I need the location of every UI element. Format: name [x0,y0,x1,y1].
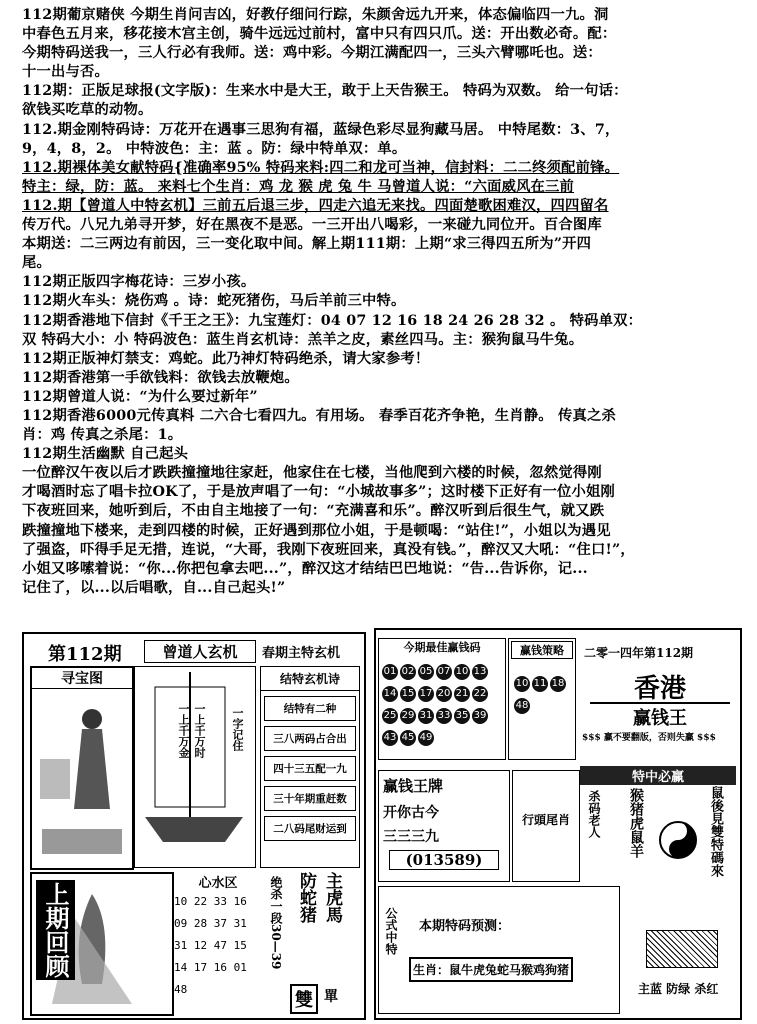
text-line: 十一出与否。 [22,64,109,81]
text-line: 112期曾道人说：“为什么要过新年” [22,388,258,405]
xinshui-title: 心水区 [198,876,238,891]
xinshui-box [174,872,262,1012]
lotto-ball: 20 [436,686,452,702]
ship-box [134,666,256,868]
nums-paren: (013589) [389,850,499,870]
text-line: 112.期裸体美女献特码{准确率95% 特码来料:四二和龙可当神，信封料：二二终须配前锋。 [22,159,620,176]
text-line: 112期生活幽默 自己起头 [22,446,189,463]
left-panel-title: 第112期 [48,644,122,665]
lotto-ball: 15 [400,686,416,702]
zhongbiying-strip: 特中必赢 [580,766,736,785]
lotto-ball: 49 [418,730,434,746]
dan-text: 單 [324,989,338,1005]
ship-text: 一字记住 [231,707,244,751]
condition-item: 四十三五配一九 [264,756,356,781]
san-text: 三三三九 [383,829,439,845]
fangshe-text: 防蛇猪 [296,872,316,923]
left-panel [22,632,366,1020]
text-line: 了强盗，吓得手足无措，连说，“大哥，我刚下夜班回来，真没有钱。”，醉汉又大吼：“住口!”， [22,541,635,558]
text-line: 112期正版神灯禁支：鸡蛇。此乃神灯特码绝杀，请大家参考！ [22,350,430,367]
win-strategy-title: 赢钱策略 [511,641,573,659]
condition-item: 二八码尾财运到 [264,816,356,841]
shu-text: 鼠後見雙特碼來 [708,786,723,877]
win-king-box [378,770,510,882]
review-label: 上期回顾 [36,880,75,980]
lotto-ball: 02 [400,664,416,680]
text-line: 112期香港地下信封《千王之王》：九宝莲灯：04 07 12 16 18 24 26 28 32 。 特码单双： [22,312,643,329]
text-line: 112.期金刚特码诗：万花开在遇事三思狗有福，蓝绿色彩尽显狗藏马居。 中特尾数：3、7， [22,121,620,138]
lotto-ball: 13 [472,664,488,680]
text-line: 112期火车头：烧伤鸡 。诗：蛇死猪伤，马后羊前三中特。 [22,293,406,310]
text-line: 记住了，以...以后唱歌，自...自己起头!” [22,579,286,596]
win-ball: 48 [514,698,530,714]
left-panel-banner: 曾道人玄机 [144,640,256,663]
lotto-ball: 29 [400,708,416,724]
win-strategy-box [508,638,576,760]
lotto-numbers [379,655,505,751]
predict-title: 本期特码预测： [419,919,511,934]
lotto-ball: 10 [454,664,470,680]
shuang-text: 雙 [290,984,318,1014]
text-line: 9，4，8，2。 中特波色：主：蓝 。防：绿中特单双：单。 [22,140,407,157]
text-line: 112期：正版足球报(文字版)：生来水中是大王，敢于上天告猴王。 特码为双数。 给一句话： [22,83,628,100]
text-line: 112期正版四字梅花诗：三岁小孩。 [22,274,256,291]
treasure-map-label: 寻宝图 [32,668,132,689]
left-panel-head2: 春期主特玄机 [262,646,341,661]
lady-figure-illustration [32,689,128,859]
lotto-ball: 17 [418,686,434,702]
text-line: 肖：鸡 传真之杀尾：1。 [22,427,183,444]
win-numbers [509,661,575,725]
lotto-ball: 01 [382,664,398,680]
win-ball: 10 [514,676,530,692]
xinshui-row: 14 17 16 01 48 [174,961,247,996]
zhuhu-text: 主虎馬 [322,872,342,923]
text-line: 112.期【曾道人中特玄机】三前五后退三步，四走六追无来找。四面楚歌困难汉，四四留名 [22,197,609,214]
lotto-ball: 22 [472,686,488,702]
bottom-image-panels [22,628,738,1018]
slogan: $$$ 赢不要翻版，否则失赢 $$$ [582,733,716,743]
text-line: 尾。 [22,255,51,272]
lotto-ball: 43 [382,730,398,746]
win-ball: 18 [550,676,566,692]
text-line: 传万代。八兄九弟寻开梦，好在黑夜不是恶。一三开出八喝彩，一来碰九同位开。百合图库 [22,217,602,234]
article-text [22,6,738,598]
kaini-text: 开你古今 [383,805,439,821]
lotto-ball: 14 [382,686,398,702]
lotto-ball: 21 [454,686,470,702]
condition-item: 结特有二种 [264,696,356,721]
xinshui-row: 10 22 33 16 [174,895,247,908]
ship-poem: 一上千万时 一上千万金 [177,703,206,758]
lotto-title: 今期最佳赢钱码 [403,641,481,654]
win-king-title: 赢钱王牌 [383,777,444,795]
lotto-ball: 45 [400,730,416,746]
lotto-ball: 05 [418,664,434,680]
lotto-box [378,638,506,760]
text-line: 特主：绿，防：蓝。 来料七个生肖：鸡 龙 猴 虎 兔 牛 马曾道人说：“六面威风在三前 [22,178,575,195]
lotto-ball: 39 [472,708,488,724]
text-line: 本期送：二三两边有前因，三一变化取中间。解上期111期：上期“求三得四五所为”开四 [22,236,592,253]
shengxiao-text: 生肖：鼠牛虎兔蛇马猴鸡狗猪 [409,957,573,982]
condition-item: 三十年期重赶数 [264,786,356,811]
sha-text: 杀码老人 [587,790,601,838]
text-line: 跌撞撞地下楼来，走到四楼的时候，正好遇到那位小姐，于是顿喝：“站住!”，小姐以为遇见 [22,522,611,539]
badge-illustration [646,930,718,968]
hk-subtitle: 赢钱王 [590,702,730,730]
predict-box [378,886,620,1014]
condition-item: 三八两码占合出 [264,726,356,751]
review-box [30,872,174,1016]
condition-title: 结特玄机诗 [261,667,359,691]
hk-title: 香港 [633,674,686,704]
xinshui-row: 31 12 47 15 [174,939,247,952]
text-line: 下夜班回来，她听到后，不由自主地接了一句：“充满喜和乐”。醉汉听到后很生气，就又跌 [22,503,605,520]
text-line: 112期葡京赌侠 今期生肖问吉凶，好教仔细问行踪，朱颜舍远九开来，体态偏临四一九。洞 [22,7,609,23]
lotto-ball: 35 [454,708,470,724]
gongshi-text: 公式中特 [384,907,398,955]
condition-list [261,696,359,841]
text-line: 小姐又哆嗦着说：“你...你把包拿去吧...”，醉汉这才结结巴巴地说：“告...告诉你，记... [22,560,588,577]
xinshui-numbers [174,891,262,1001]
xingtou-text: 行頭尾肖 [521,813,570,827]
lotto-ball: 25 [382,708,398,724]
xinshui-row: 09 28 37 31 [174,917,247,930]
text-line: 才喝酒时忘了唱卡拉OK了，于是放声唱了一句：“小城故事多”；这时楼下正好有一位小姐刚 [22,484,616,501]
text-line: 一位醉汉午夜以后才跌跌撞撞地往家赶，他家住在七楼，当他爬到六楼的时候，忽然觉得刚 [22,465,602,482]
animals-vertical: 猴猪虎鼠羊 [628,788,644,858]
treasure-map-box [30,666,134,870]
text-line: 双 特码大小：小 特码波色：蓝生肖玄机诗：羔羊之皮，素丝四马。主：猴狗鼠马牛兔。 [22,331,584,348]
condition-box [260,666,360,868]
lotto-ball: 33 [436,708,452,724]
text-line: 今期特码送我一，三人行必有我师。送：鸡中彩。今期江满配四一，三头六臂哪吒也。送： [22,45,602,62]
zhulan-text: 主蓝 防绿 杀红 [638,982,719,996]
text-line: 中春色五月来，移花接木宫主创，骑牛远远过前村，富中只有四只爪。送：开出数必奇。配： [22,26,617,43]
right-date: 二零一四年第112期 [584,646,694,660]
win-ball: 11 [532,676,548,692]
xingtou-box [512,770,580,882]
text-line: 112期香港6000元传真料 二六合七看四九。有用场。 春季百花齐争艳，生肖静。 传真之杀 [22,407,616,424]
text-line: 欲钱买吃草的动物。 [22,102,153,119]
lotto-ball: 31 [418,708,434,724]
juesha-text: 绝杀一段30—39 [269,876,283,970]
right-panel [374,628,742,1020]
yin-yang-icon [658,820,698,860]
lotto-ball: 07 [436,664,452,680]
text-line: 112期香港第一手欲钱料：欲钱去放鞭炮。 [22,369,299,386]
